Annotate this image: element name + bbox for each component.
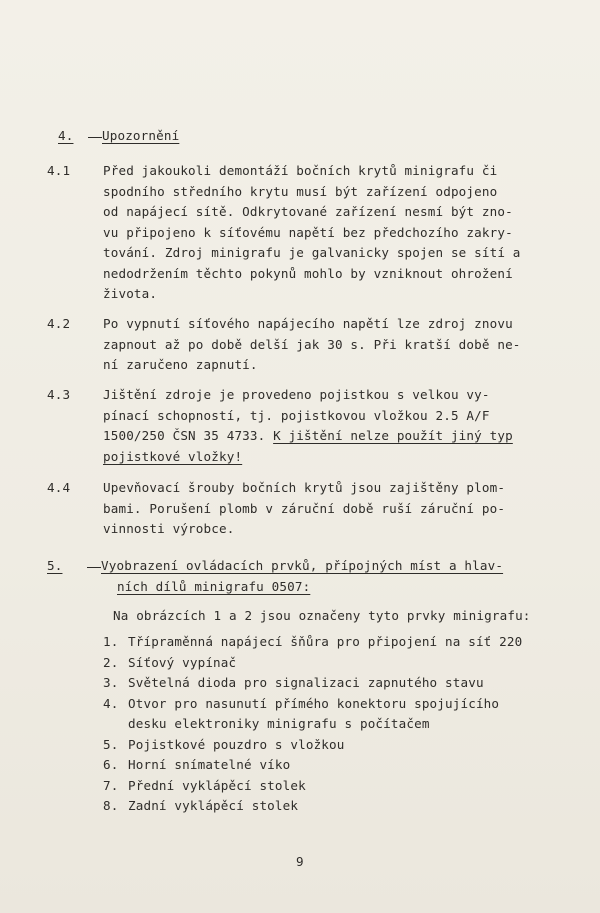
list-item <box>103 776 553 797</box>
list-item-number: 5. <box>103 736 119 752</box>
item-number: 4.4 <box>47 480 71 495</box>
list-item <box>103 694 553 735</box>
list-item-text: Pojistkové pouzdro s vložkou <box>128 736 345 752</box>
list-item-text: Zadní vyklápěcí stolek <box>128 798 299 813</box>
parts-list <box>103 632 553 817</box>
list-item <box>103 755 553 776</box>
text-line: Upevňovací šrouby bočních krytů jsou zajištěny plom- <box>103 480 506 495</box>
item-text <box>103 385 543 467</box>
section-5-number: 5. <box>47 558 63 573</box>
text-line: od napájecí sítě. Odkrytované zařízení nesmí být zno- <box>103 204 513 219</box>
item-number: 4.2 <box>47 316 71 331</box>
warning-underlined: K jištění nelze použít jiný typ <box>273 428 513 443</box>
list-item-text: Otvor pro nasunutí přímého konektoru spojujícího <box>128 695 500 711</box>
section-5-title-line-2: ních dílů minigrafu 0507: <box>117 578 311 594</box>
section-5-heading <box>47 556 503 597</box>
item-text <box>103 478 543 540</box>
heading-rule <box>87 567 101 568</box>
list-item <box>103 673 553 694</box>
list-item-number: 7. <box>103 777 119 793</box>
item-number: 4.1 <box>47 163 71 178</box>
section-4-number: 4. <box>58 128 74 143</box>
text-line: zapnout až po době delší jak 30 s. Při kratší době ne- <box>103 336 521 352</box>
list-item <box>103 735 553 756</box>
section-4-title: Upozornění <box>102 128 180 143</box>
list-item-number: 4. <box>103 695 119 711</box>
text-line: vu připojeno k síťovému napětí bez předchozího zakry- <box>103 224 513 240</box>
list-item-text: Třípraměnná napájecí šňůra pro připojení na síť 220 <box>128 634 523 649</box>
text-line: nedodržením těchto pokynů mohlo by vzniknout ohrožení <box>103 265 513 281</box>
list-item-number: 3. <box>103 675 119 690</box>
list-item <box>103 632 553 653</box>
list-item-text: Horní snímatelné víko <box>128 757 291 772</box>
text-line: života. <box>103 286 158 301</box>
section-5-title-line-1: Vyobrazení ovládacích prvků, přípojných míst a hlav- <box>101 558 504 573</box>
item-text <box>103 161 543 305</box>
list-item <box>103 653 553 674</box>
text-line: ní zaručeno zapnutí. <box>103 357 258 372</box>
page-number: 9 <box>296 854 304 869</box>
text-line <box>103 447 543 468</box>
text-line: Před jakoukoli demontáží bočních krytů minigrafu či <box>103 163 498 178</box>
list-item-number: 2. <box>103 654 119 670</box>
list-item-number: 6. <box>103 757 119 772</box>
list-item-text: Přední vyklápěcí stolek <box>128 777 306 793</box>
text-line: spodního středního krytu musí být zařízení odpojeno <box>103 183 498 199</box>
text-line: pínací schopností, tj. pojistkovou vložkou 2.5 A/F <box>103 407 490 423</box>
heading-rule <box>88 137 102 138</box>
section-4-heading <box>58 126 179 147</box>
list-intro: Na obrázcích 1 a 2 jsou označeny tyto prvky minigrafu: <box>113 608 531 623</box>
list-item-text: Síťový vypínač <box>128 654 237 670</box>
text-line: bami. Porušení plomb v záruční době ruší záruční po- <box>103 500 506 516</box>
text-line <box>103 426 543 447</box>
list-item <box>103 796 553 817</box>
warning-underlined: pojistkové vložky! <box>103 448 243 464</box>
fuse-spec: 1500/250 ČSN 35 4733. <box>103 428 274 443</box>
text-line: Jištění zdroje je provedeno pojistkou s velkou vy- <box>103 387 490 402</box>
text-line: vinnosti výrobce. <box>103 521 235 536</box>
list-item-number: 8. <box>103 798 119 813</box>
text-line: Po vypnutí síťového napájecího napětí lze zdroj znovu <box>103 316 513 331</box>
item-number: 4.3 <box>47 387 71 402</box>
text-line: tování. Zdroj minigrafu je galvanicky spojen se sítí a <box>103 245 521 260</box>
list-item-number: 1. <box>103 634 119 649</box>
list-item-text: desku elektroniky minigrafu s počítačem <box>128 716 430 731</box>
list-item-text: Světelná dioda pro signalizaci zapnutého stavu <box>128 675 484 690</box>
item-text <box>103 314 543 376</box>
